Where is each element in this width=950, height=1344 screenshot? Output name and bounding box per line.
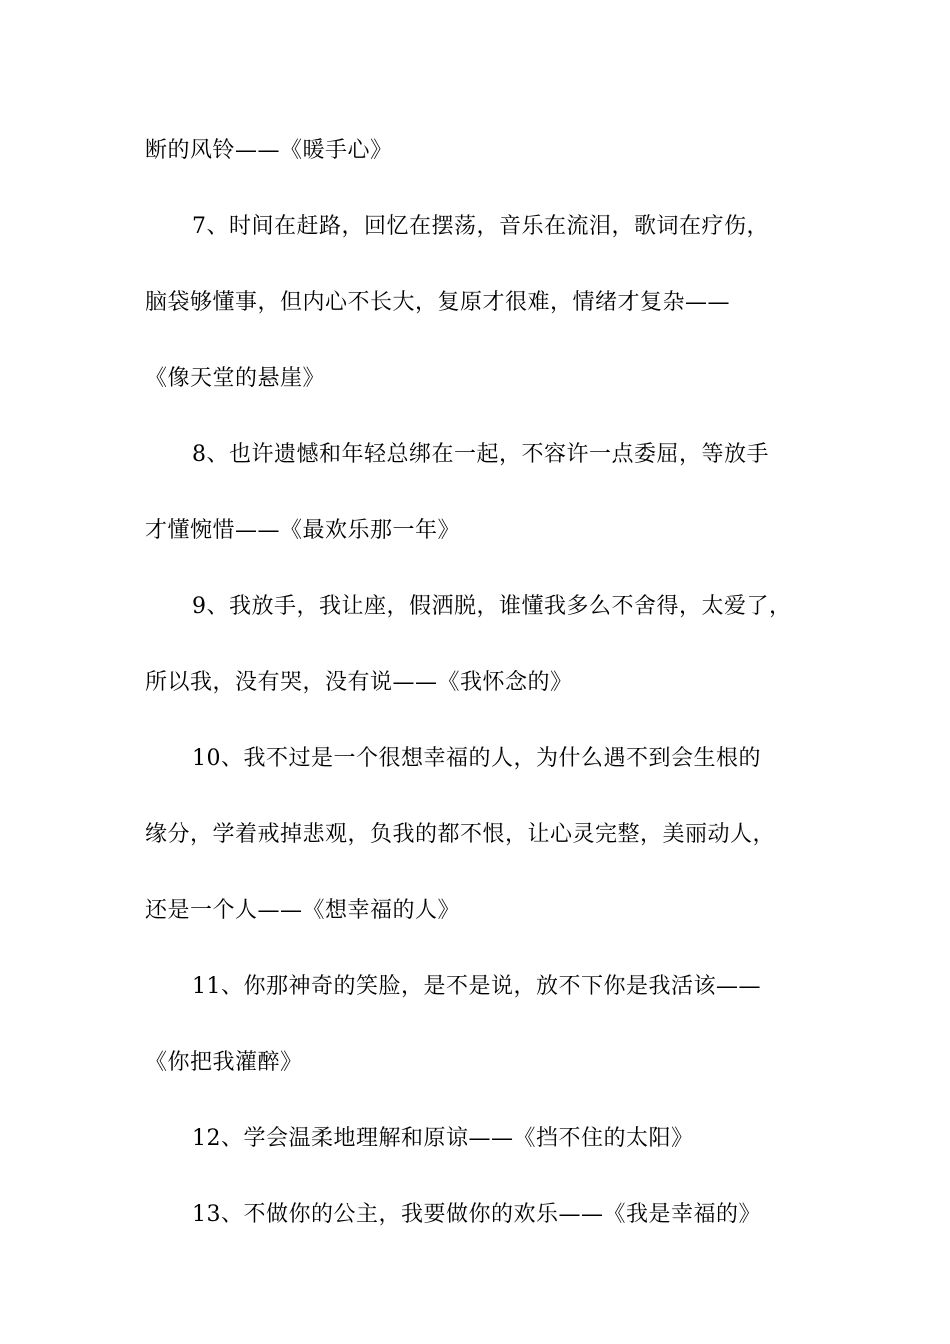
- text-line: 《像天堂的悬崖》: [145, 366, 326, 391]
- text-line: 才懂惋惜——《最欢乐那一年》: [145, 518, 461, 543]
- text-line: 还是一个人——《想幸福的人》: [145, 898, 461, 923]
- text-line: 8、也许遗憾和年轻总绑在一起，不容许一点委屈，等放手: [192, 442, 769, 467]
- text-line: 7、时间在赶路，回忆在摆荡，音乐在流泪，歌词在疗伤，: [192, 214, 769, 239]
- text-line: 《你把我灌醉》: [145, 1050, 303, 1075]
- text-line: 缘分，学着戒掉悲观，负我的都不恨，让心灵完整，美丽动人，: [145, 822, 776, 847]
- text-line: 脑袋够懂事，但内心不长大，复原才很难，情绪才复杂——: [145, 290, 731, 315]
- text-line: 13、不做你的公主，我要做你的欢乐——《我是幸福的》: [192, 1202, 761, 1227]
- text-line: 断的风铃——《暖手心》: [145, 138, 393, 163]
- text-line: 12、学会温柔地理解和原谅——《挡不住的太阳》: [192, 1126, 694, 1151]
- text-line: 9、我放手，我让座，假洒脱，谁懂我多么不舍得，太爱了，: [192, 594, 792, 619]
- text-line: 所以我，没有哭，没有说——《我怀念的》: [145, 670, 573, 695]
- text-line: 10、我不过是一个很想幸福的人，为什么遇不到会生根的: [192, 746, 761, 771]
- text-line: 11、你那神奇的笑脸，是不是说，放不下你是我活该——: [192, 974, 761, 999]
